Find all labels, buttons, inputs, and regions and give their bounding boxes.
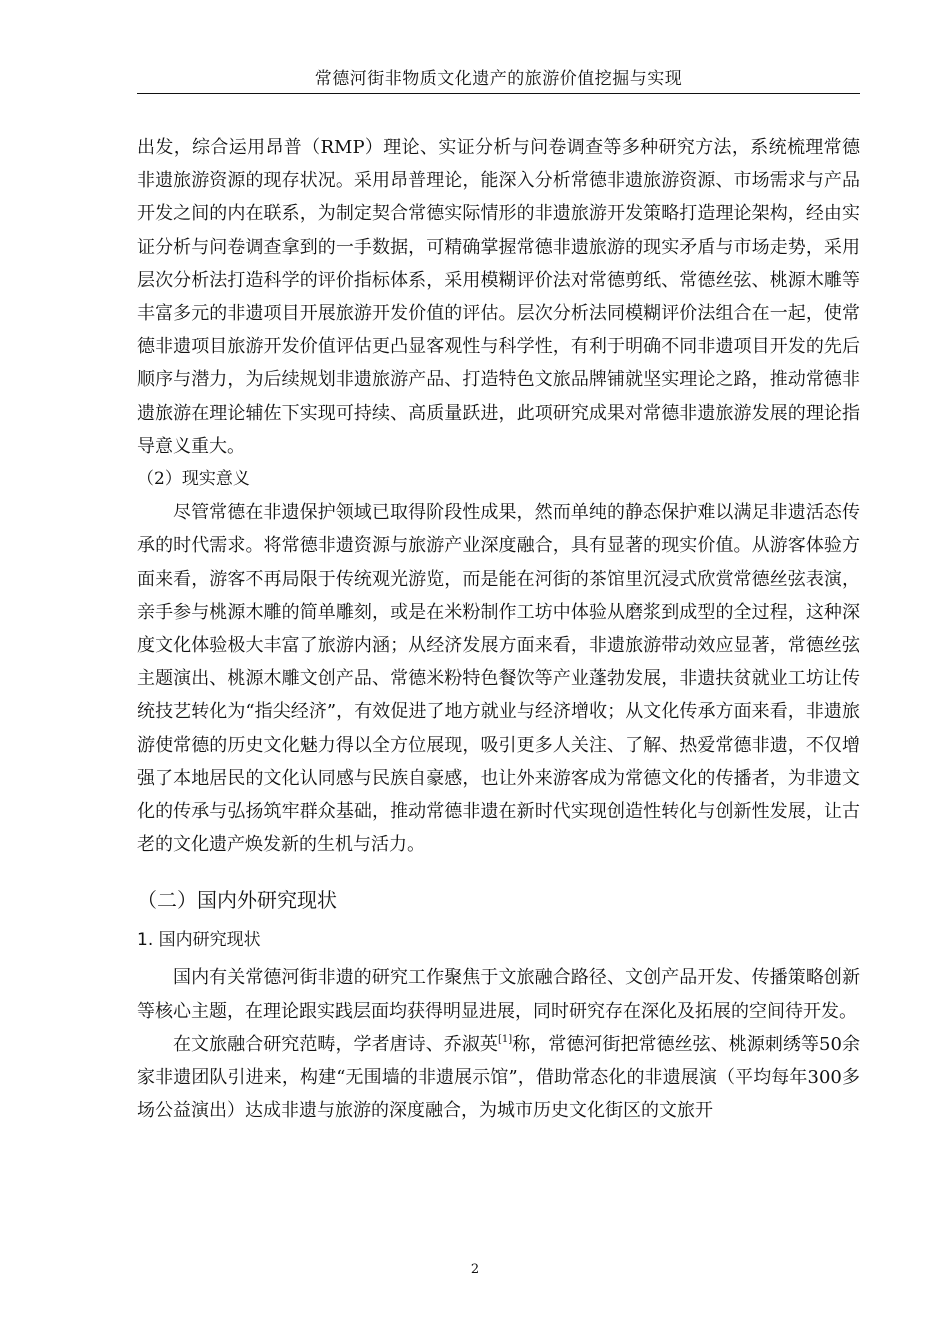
practical-significance-paragraph: 尽管常德在非遗保护领域已取得阶段性成果，然而单纯的静态保护难以满足非遗活态传承的时代需求。将常德非遗资源与旅游产业深度融合，具有显著的现实价值。从游客体验方面来看，游客不再局限于传统观光游览，而是能在河街的茶馆里沉浸式欣赏常德丝弦表演，亲手参与桃源木雕的简单雕刻，或是在米粉制作工坊中体验从磨浆到成型的全过程，这种深度文化体验极大丰富了旅游内涵；从经济发展方面来看，非遗旅游带动效应显著，常德丝弦主题演出、桃源木雕文创产品、常德米粉特色餐饮等产业蓬勃发展，非遗扶贫就业工坊让传统技艺转化为“指尖经济”，有效促进了地方就业与经济增收；从文化传承方面来看，非遗旅游使常德的历史文化魅力得以全方位展现，吸引更多人关注、了解、热爱常德非遗，不仅增强了本地居民的文化认同感与民族自豪感，也让外来游客成为常德文化的传播者，为非遗文化的传承与弘扬筑牢群众基础，推动常德非遗在新时代实现创造性转化与创新性发展，让古老的文化遗产焕发新的生机与活力。: [137, 502, 860, 856]
running-header: 常德河街非物质文化遗产的旅游价值挖掘与实现: [314, 69, 683, 89]
citation-ref[interactable]: [1]: [497, 1033, 513, 1045]
research-status-heading: （二）国内外研究现状: [137, 888, 337, 913]
cultural-tourism-research-paragraph: [137, 1028, 860, 1128]
paragraph-text-after-citation: 称，常德河街把常德丝弦、桃源刺绣等50余家非遗团队引进来，构建“无围墙的非遗展示馆”，借助常态化的非遗展演（平均每年300多场公益演出）达成非遗与旅游的深度融合，为城市历史文化街区的文旅开: [137, 1033, 860, 1122]
body-text: [137, 131, 860, 1127]
page-number: 2: [470, 1262, 480, 1277]
paragraph-text-before-citation: 在文旅融合研究范畴，学者唐诗、乔淑英: [173, 1033, 498, 1055]
practical-significance-heading: （2）现实意义: [137, 469, 250, 490]
header-rule: [137, 93, 860, 94]
domestic-research-heading: 1. 国内研究现状: [137, 930, 261, 951]
theory-significance-paragraph: 出发，综合运用昂普（RMP）理论、实证分析与问卷调查等多种研究方法，系统梳理常德非遗旅游资源的现存状况。采用昂普理论，能深入分析常德非遗旅游资源、市场需求与产品开发之间的内在联系，为制定契合常德实际情形的非遗旅游开发策略打造理论架构，经由实证分析与问卷调查拿到的一手数据，可精确掌握常德非遗旅游的现实矛盾与市场走势，采用层次分析法打造科学的评价指标体系，采用模糊评价法对常德剪纸、常德丝弦、桃源木雕等丰富多元的非遗项目开展旅游开发价值的评估。层次分析法同模糊评价法组合在一起，使常德非遗项目旅游开发价值评估更凸显客观性与科学性，有利于明确不同非遗项目开发的先后顺序与潜力，为后续规划非遗旅游产品、打造特色文旅品牌铺就坚实理论之路，推动常德非遗旅游在理论辅佐下实现可持续、高质量跃进，此项研究成果对常德非遗旅游发展的理论指导意义重大。: [137, 137, 860, 457]
domestic-research-intro-paragraph: 国内有关常德河街非遗的研究工作聚焦于文旅融合路径、文创产品开发、传播策略创新等核心主题，在理论跟实践层面均获得明显进展，同时研究存在深化及拓展的空间待开发。: [137, 967, 860, 1022]
